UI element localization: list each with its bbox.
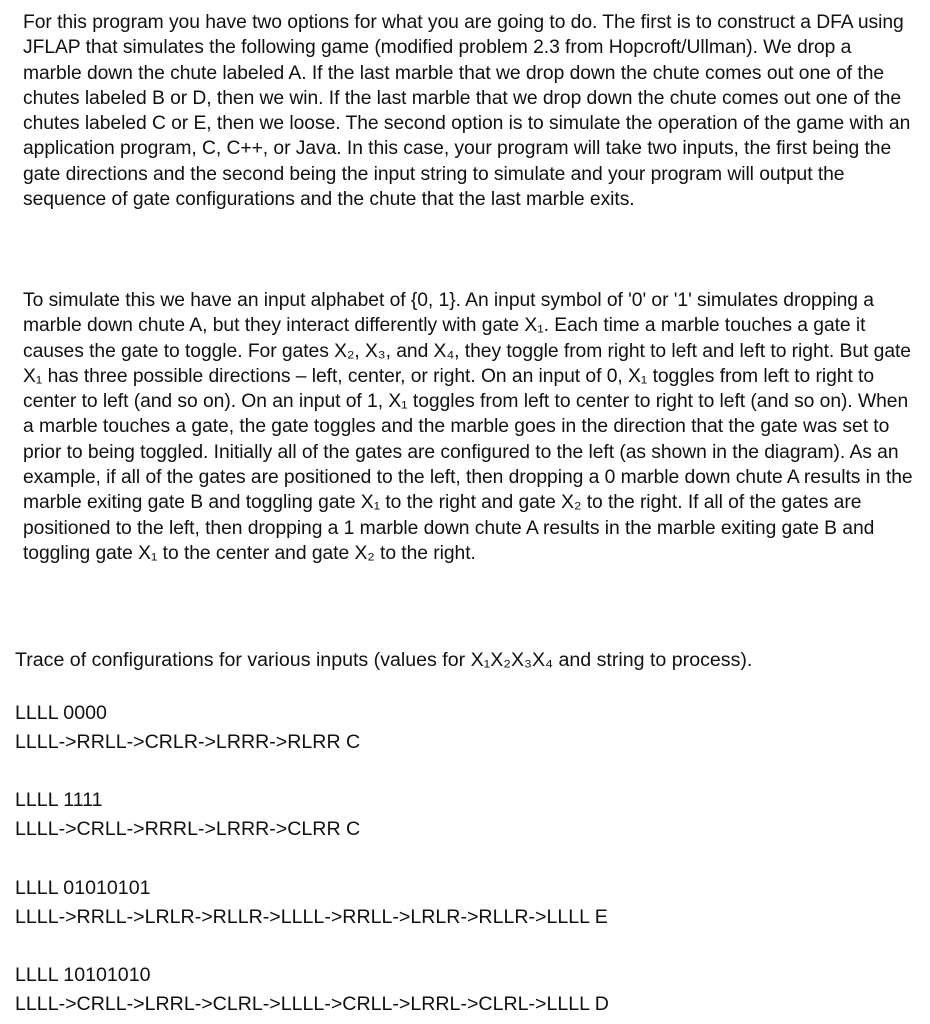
trace-sequence: LLLL->CRLL->RRRL->LRRR->CLRR C	[15, 818, 361, 840]
trace-sequence: LLLL->RRLL->LRLR->RLLR->LLLL->RRLL->LRLR->RLLR->LLLL E	[15, 906, 608, 928]
trace-example	[15, 874, 608, 932]
trace-heading: Trace of configurations for various inputs (values for X₁X₂X₃X₄ and string to process).	[15, 649, 753, 671]
trace-input: LLLL 0000	[15, 702, 107, 724]
trace-example	[15, 961, 609, 1019]
trace-sequence: LLLL->RRLL->CRLR->LRRR->RLRR C	[15, 731, 361, 753]
trace-input: LLLL 10101010	[15, 964, 151, 986]
trace-input: LLLL 01010101	[15, 877, 151, 899]
trace-example	[15, 786, 360, 844]
paragraph-intro: For this program you have two options for what you are going to do. The first is to construct a DFA using JFLAP that simulates the following game (modified problem 2.3 from Hopcroft/Ullman). We drop a marble down the chute labeled A. If the last marble that we drop down the chute comes out one of the chutes labeled B or D, then we win. If the last marble that we drop down the chute comes out one of the chutes labeled C or E, then we loose. The second option is to simulate the operation of the game with an application program, C, C++, or Java. In this case, your program will take two inputs, the first being the gate directions and the second being the input string to simulate and your program will output the sequence of gate configurations and the chute that the last marble exits.	[23, 12, 911, 211]
trace-sequence: LLLL->CRLL->LRRL->CLRL->LLLL->CRLL->LRRL->CLRL->LLLL D	[15, 993, 609, 1015]
trace-example	[15, 699, 360, 757]
paragraph-simulation-rules: To simulate this we have an input alphabet of {0, 1}. An input symbol of '0' or '1' simulates dropping a marble down chute A, but they interact differently with gate X₁. Each time a marble touches a gate it causes the gate to toggle. For gates X₂, X₃, and X₄, they toggle from right to left and left to right. But gate X₁ has three possible directions – left, center, or right. On an input of 0, X₁ toggles from left to right to center to left (and so on). On an input of 1, X₁ toggles from left to center to right to left (and so on). When a marble touches a gate, the gate toggles and the marble goes in the direction that the gate was set to prior to being toggled. Initially all of the gates are configured to the left (as shown in the diagram). As an example, if all of the gates are positioned to the left, then dropping a 0 marble down chute A results in the marble exiting gate B and toggling gate X₁ to the right and gate X₂ to the right. If all of the gates are positioned to the left, then dropping a 1 marble down chute A results in the marble exiting gate B and toggling gate X₁ to the center and gate X₂ to the right.	[23, 290, 913, 564]
trace-input: LLLL 1111	[15, 789, 103, 811]
